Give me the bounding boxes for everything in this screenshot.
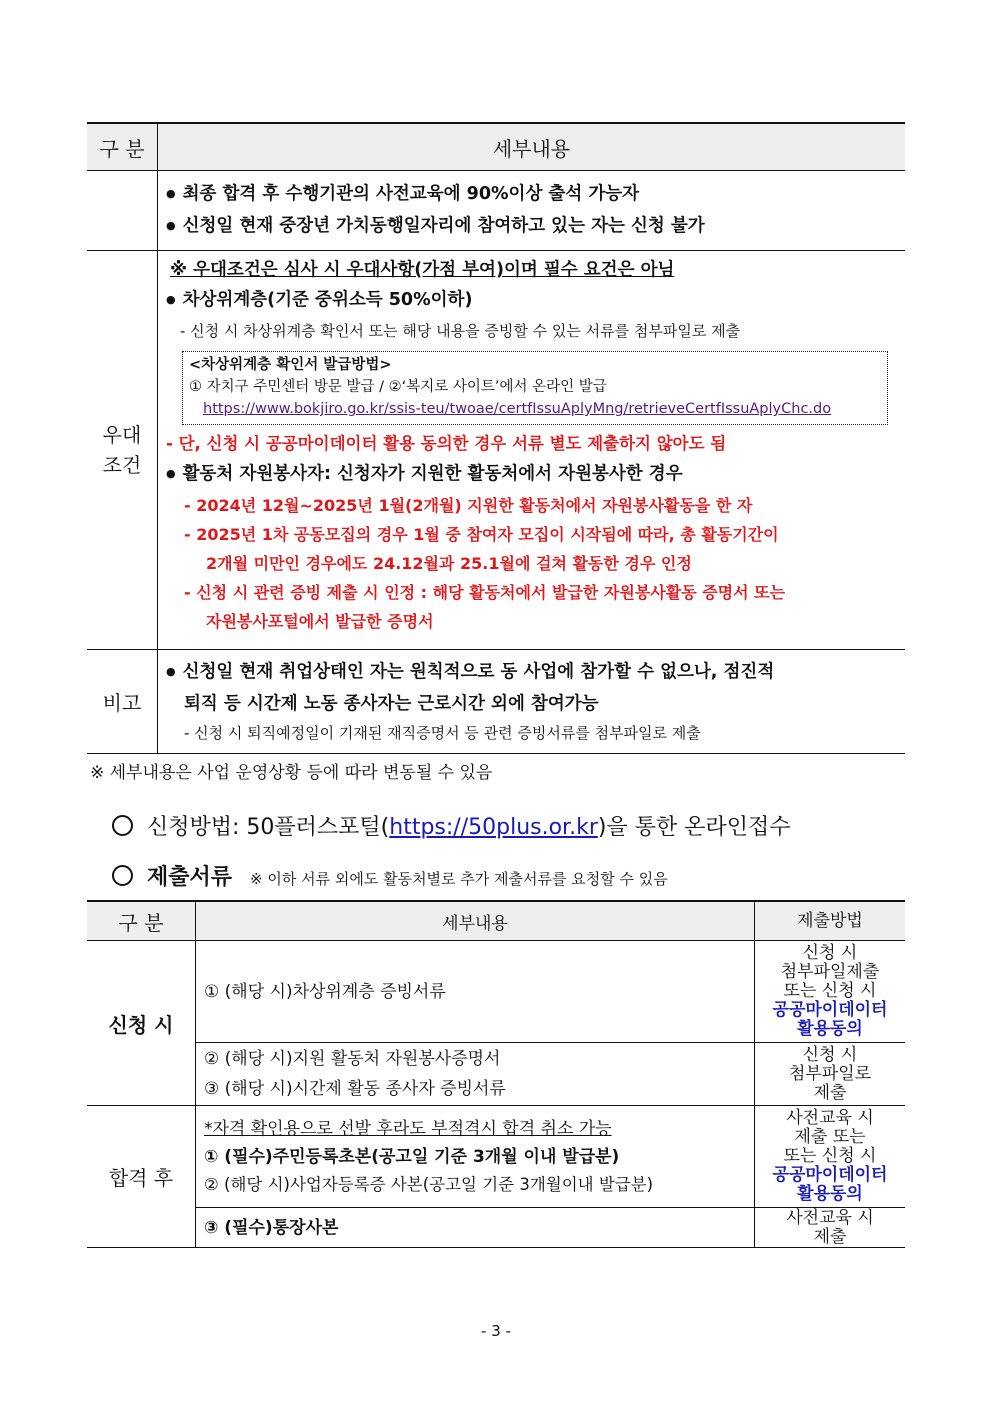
- table-row: [87, 650, 905, 754]
- apply-method-text: 신청방법: 50플러스포털(: [147, 815, 390, 840]
- box-title: <차상위계층 확인서 발급방법>: [189, 357, 392, 373]
- header-method: 제출방법: [755, 901, 906, 941]
- method-line: 신청 시: [802, 943, 858, 963]
- document-item: ② (해당 시)지원 활동처 자원봉사증명서: [204, 1049, 501, 1069]
- method-line-highlight: 활용동의: [797, 1184, 863, 1204]
- circle-bullet-icon: [112, 815, 133, 836]
- row-label-preference: [87, 251, 158, 650]
- method-line: 제출 또는: [794, 1127, 866, 1147]
- row-label: [87, 171, 158, 251]
- preference-subitem: - 신청 시 차상위계층 확인서 또는 해당 내용을 증빙할 수 있는 서류를 첨부파일로 제출: [180, 322, 741, 340]
- method-line-highlight: 활용동의: [797, 1019, 863, 1039]
- page-number: - 3 -: [481, 1322, 511, 1340]
- row-label-remarks: 비고: [87, 650, 158, 754]
- header-details: 세부내용: [158, 123, 906, 171]
- method-line: 사전교육 시: [786, 1108, 874, 1128]
- issuance-method-box: [182, 351, 888, 425]
- header-details: 세부내용: [196, 901, 755, 941]
- preference-subitem: 자원봉사포털에서 발급한 증명서: [206, 612, 434, 631]
- table-row: [87, 1043, 905, 1106]
- method-line: 또는 신청 시: [783, 1146, 877, 1166]
- documents-title: 제출서류: [147, 865, 233, 890]
- eligibility-table: [87, 122, 905, 754]
- documents-heading: [112, 860, 668, 891]
- preference-subitem: - 2024년 12월~2025년 1월(2개월) 지원한 활동처에서 자원봉사활동을 한 자: [184, 496, 753, 515]
- document-item: ② (해당 시)사업자등록증 사본(공고일 기준 3개월이내 발급분): [204, 1174, 654, 1194]
- remark-item-cont: 퇴직 등 시간제 노동 종사자는 근로시간 외에 참여가능: [184, 693, 599, 714]
- preference-subitem: - 신청 시 관련 증빙 제출 시 인정 : 해당 활동처에서 발급한 자원봉사활동 증명서 또는: [184, 583, 786, 602]
- method-line: 또는 신청 시: [783, 981, 877, 1001]
- method-line: 제출: [813, 1082, 847, 1103]
- bokjiro-link[interactable]: https://www.bokjiro.go.kr/ssis-teu/twoae/certfIssuAplyMng/retrieveCertfIssuAplyChc.do: [203, 401, 832, 417]
- method-line: 첨부파일제출: [780, 962, 880, 982]
- preference-notice: ※ 우대조건은 심사 시 우대사항(가점 부여)이며 필수 요건은 아님: [170, 260, 675, 280]
- group-label-apply: 신청 시: [87, 941, 196, 1106]
- documents-note: ※ 이하 서류 외에도 활동처별로 추가 제출서류를 요청할 수 있음: [250, 870, 668, 888]
- document-item: ① (필수)주민등록초본(공고일 기준 3개월 이내 발급분): [204, 1146, 620, 1167]
- method-line-highlight: 공공마이데이터: [772, 1000, 888, 1020]
- table-row: [87, 1208, 905, 1248]
- row-label-line: 조건: [102, 453, 142, 477]
- method-line: 신청 시: [802, 1044, 858, 1065]
- document-item: ③ (필수)통장사본: [204, 1217, 339, 1238]
- circle-bullet-icon: [112, 865, 133, 886]
- header-category: 구 분: [87, 901, 196, 941]
- table-row: [87, 941, 905, 1043]
- document-item: ① (해당 시)차상위계층 증빙서류: [204, 981, 446, 1002]
- apply-method-text: )을 통한 온라인접수: [597, 815, 791, 840]
- header-category: 구 분: [87, 123, 158, 171]
- red-note: - 단, 신청 시 공공마이데이터 활용 동의한 경우 서류 별도 제출하지 않아도 됨: [166, 434, 727, 453]
- requirement-item: ● 최종 합격 후 수행기관의 사전교육에 90%이상 출석 가능자: [166, 179, 905, 211]
- preference-subitem: - 2025년 1차 공동모집의 경우 1월 중 참여자 모집이 시작됨에 따라, 총 활동기간이: [184, 525, 779, 544]
- method-line: 사전교육 시: [786, 1207, 874, 1228]
- preference-item: ● 활동처 자원봉사자: 신청자가 지원한 활동처에서 자원봉사한 경우: [166, 459, 905, 491]
- footnote: ※ 세부내용은 사업 운영상황 등에 따라 변동될 수 있음: [90, 763, 493, 783]
- method-line: 제출: [813, 1226, 847, 1247]
- requirement-item: ● 신청일 현재 중장년 가치동행일자리에 참여하고 있는 자는 신청 불가: [166, 211, 905, 243]
- box-line: ① 자치구 주민센터 방문 발급 / ②‘복지로 사이트’에서 온라인 발급: [189, 379, 607, 395]
- document-note: *자격 확인용으로 선발 후라도 부적격시 합격 취소 가능: [204, 1118, 612, 1139]
- remark-item: ● 신청일 현재 취업상태인 자는 원칙적으로 동 사업에 참가할 수 없으나, 점진적: [166, 657, 905, 689]
- group-label-after-pass: 합격 후: [87, 1106, 196, 1248]
- row-label-line: 우대: [102, 423, 142, 447]
- 50plus-link[interactable]: https://50plus.or.kr: [389, 815, 598, 840]
- method-line: 첨부파일로: [788, 1063, 872, 1084]
- preference-subitem: 2개월 미만인 경우에도 24.12월과 25.1월에 걸쳐 활동한 경우 인정: [206, 554, 692, 573]
- table-row: [87, 1106, 905, 1208]
- documents-table: [87, 900, 905, 1248]
- method-line-highlight: 공공마이데이터: [772, 1165, 888, 1185]
- table-row: [87, 251, 905, 650]
- table-row: [87, 171, 905, 251]
- preference-item: ● 차상위계층(기준 중위소득 50%이하): [166, 285, 905, 317]
- apply-method-heading: [112, 810, 790, 841]
- document-item: ③ (해당 시)시간제 활동 종사자 증빙서류: [204, 1079, 506, 1099]
- remark-subitem: - 신청 시 퇴직예정일이 기재된 재직증명서 등 관련 증빙서류를 첨부파일로 제출: [184, 723, 701, 742]
